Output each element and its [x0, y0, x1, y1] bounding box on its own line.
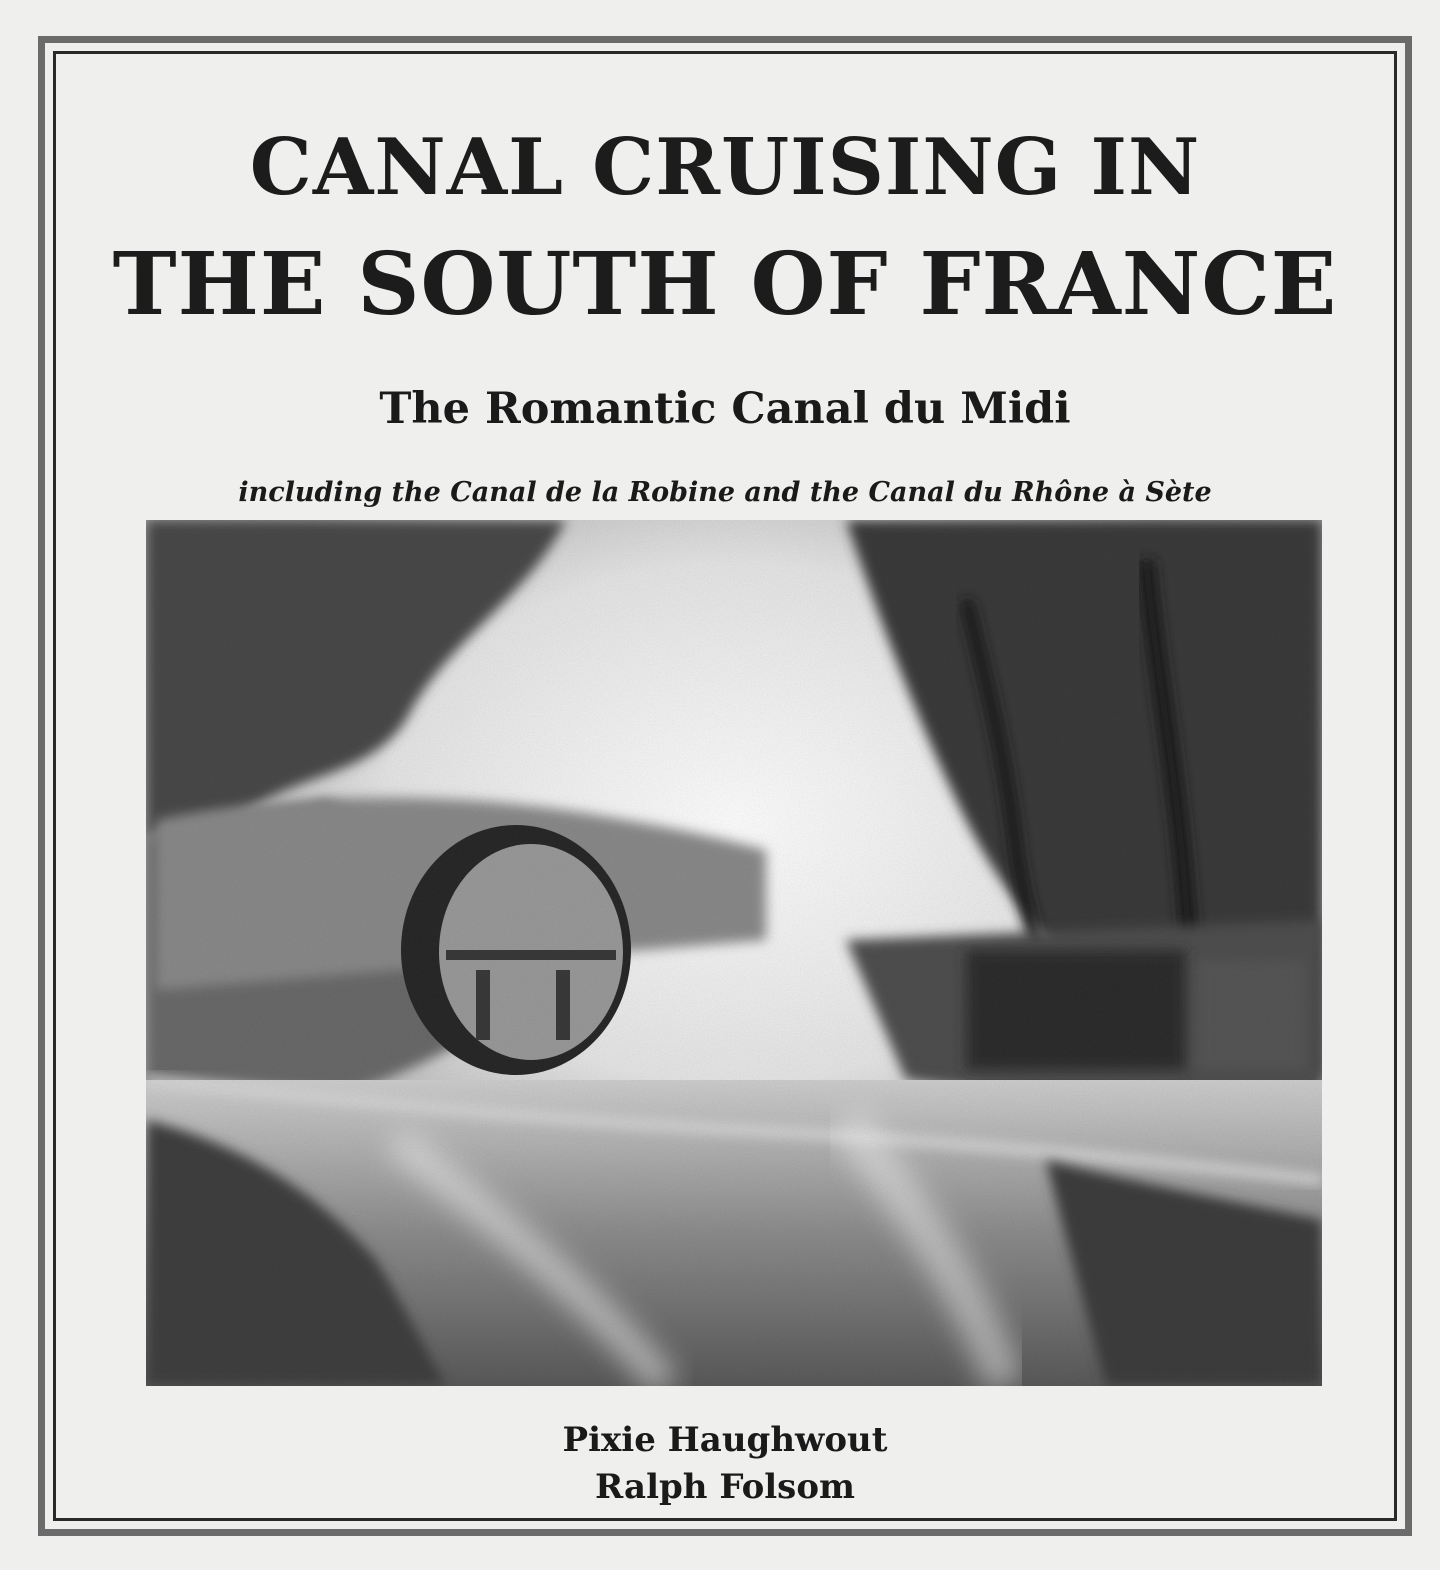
tagline: including the Canal de la Robine and the Canal du Rhône à Sète	[238, 477, 1212, 508]
cover-painting	[146, 520, 1322, 1386]
title-line-1: CANAL CRUISING IN	[249, 122, 1201, 213]
author-1: Pixie Haughwout	[562, 1420, 888, 1460]
title-line-2: THE SOUTH OF FRANCE	[112, 234, 1338, 335]
cover-frame	[38, 36, 1412, 1536]
cover-inner-border	[53, 51, 1397, 1521]
subtitle: The Romantic Canal du Midi	[379, 384, 1071, 434]
author-2: Ralph Folsom	[595, 1467, 855, 1507]
canal-painting-illustration	[146, 520, 1322, 1386]
